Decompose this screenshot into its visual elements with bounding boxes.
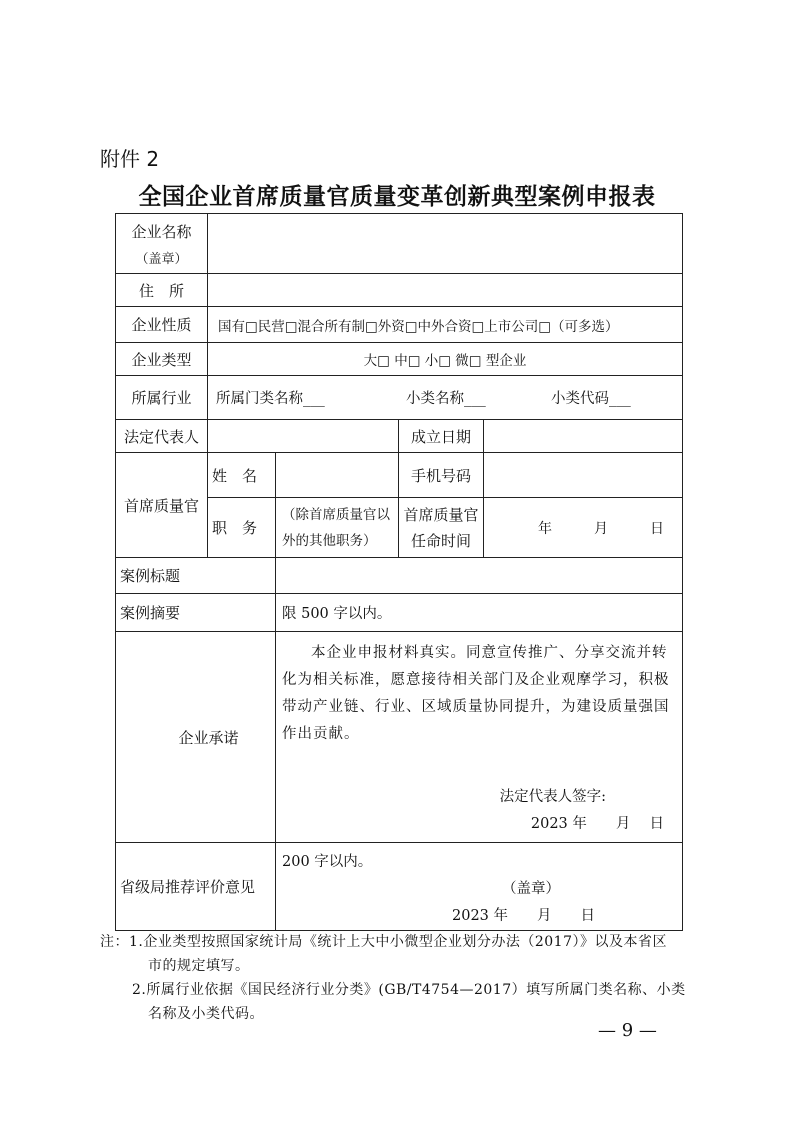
company-name-field[interactable] (208, 214, 683, 274)
commitment-text: 本企业申报材料真实。同意宣传推广、分享交流并转化为相关标准，愿意接待相关部门及企业观摩学习，积极带动产业链、行业、区域质量协同提升，为建设质量强国作出贡献。 (282, 645, 670, 742)
appoint-date-field[interactable]: 年 月 日 (484, 498, 683, 558)
phone-label: 手机号码 (399, 453, 484, 498)
commitment-label: 企业承诺 (116, 632, 276, 843)
name-field[interactable] (276, 453, 399, 498)
note-2: 2.所属行业依据《国民经济行业分类》(GB/T4754—2017）填写所属门类名称、小类 (132, 982, 686, 998)
industry-code: 小类代码___ (551, 391, 631, 407)
case-summary-field[interactable]: 限 500 字以内。 (276, 594, 683, 632)
note-2-cont: 名称及小类代码。 (148, 1006, 264, 1022)
position-field[interactable]: （除首席质量官以外的其他职务） (276, 498, 399, 558)
founded-label: 成立日期 (399, 420, 484, 453)
cqo-label: 首席质量官 (116, 453, 208, 558)
appoint-label: 首席质量官任命时间 (399, 498, 484, 558)
commitment-signature[interactable]: 法定代表人签字: (499, 789, 606, 805)
industry-field[interactable] (208, 376, 683, 420)
industry-label: 所属行业 (116, 376, 208, 420)
phone-field[interactable] (484, 453, 683, 498)
company-name-label: 企业名称 （盖章） (116, 214, 208, 274)
address-label: 住 所 (116, 274, 208, 307)
address-field[interactable] (208, 274, 683, 307)
industry-subclass: 小类名称___ (406, 391, 486, 407)
nature-label: 企业性质 (116, 307, 208, 343)
provincial-hint: 200 字以内。 (282, 854, 373, 870)
type-options[interactable]: 大□ 中□ 小□ 微□ 型企业 (208, 343, 683, 376)
provincial-cell[interactable] (276, 843, 683, 931)
founded-field[interactable] (484, 420, 683, 453)
type-label: 企业类型 (116, 343, 208, 376)
footnotes (100, 930, 700, 1026)
industry-category: 所属门类名称___ (216, 391, 325, 407)
note-1-cont: 市的规定填写。 (148, 958, 250, 974)
provincial-seal: （盖章） (502, 881, 560, 897)
case-title-field[interactable] (276, 558, 683, 594)
provincial-date: 2023 年 月 日 (452, 908, 596, 924)
commitment-cell (276, 632, 683, 843)
legal-rep-field[interactable] (208, 420, 399, 453)
legal-rep-label: 法定代表人 (116, 420, 208, 453)
name-label: 姓 名 (208, 453, 276, 498)
case-summary-label: 案例摘要 (116, 594, 276, 632)
nature-options[interactable]: 国有□民营□混合所有制□外资□中外合资□上市公司□（可多选） (208, 307, 683, 343)
application-form-table (115, 213, 683, 931)
provincial-label: 省级局推荐评价意见 (116, 843, 276, 931)
position-label: 职 务 (208, 498, 276, 558)
commitment-date: 2023 年 月 日 (530, 816, 664, 832)
page-number: — 9 — (598, 1020, 657, 1041)
case-title-label: 案例标题 (116, 558, 276, 594)
note-1: 注：1.企业类型按照国家统计局《统计上大中小微型企业划分办法（2017）》以及本省区 (100, 934, 667, 950)
attachment-label: 附件 2 (100, 147, 160, 171)
form-title: 全国企业首席质量官质量变革创新典型案例申报表 (138, 183, 656, 210)
